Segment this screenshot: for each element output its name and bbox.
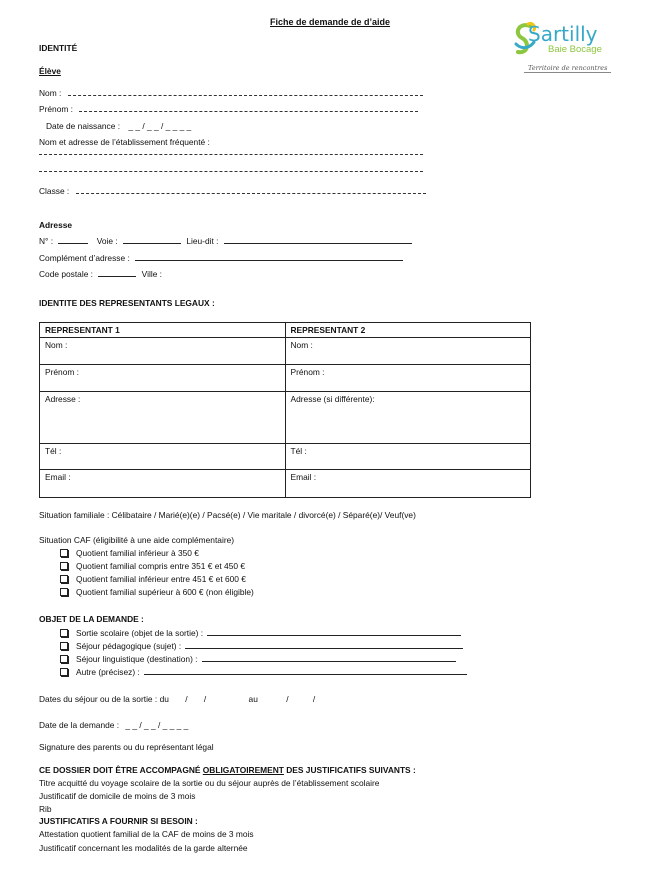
besoin-item: Attestation quotient familial de la CAF de moins de 3 mois bbox=[39, 829, 254, 839]
logo-tagline: Territoire de rencontres bbox=[524, 64, 611, 73]
classe-field[interactable] bbox=[39, 186, 426, 196]
caf-heading: Situation CAF (éligibilité à une aide complémentaire) bbox=[39, 535, 235, 545]
dates-slash: / bbox=[286, 694, 289, 704]
objet-option[interactable] bbox=[60, 628, 461, 638]
prenom-field[interactable] bbox=[39, 104, 418, 114]
objet-option[interactable] bbox=[60, 654, 456, 664]
naissance-mask: _ _ / _ _ / _ _ _ _ bbox=[128, 121, 192, 131]
dates-field[interactable] bbox=[39, 694, 315, 704]
lieudit-input-line[interactable] bbox=[224, 236, 412, 244]
checkbox-icon[interactable] bbox=[60, 575, 68, 583]
dates-label: Dates du séjour ou de la sortie : du bbox=[39, 694, 169, 704]
justificatifs-heading bbox=[39, 765, 416, 775]
justificatifs-heading-part: DES JUSTIFICATIFS SUIVANTS : bbox=[283, 765, 416, 775]
objet-option-label: Sortie scolaire (objet de la sortie) : bbox=[76, 628, 204, 638]
naissance-field[interactable] bbox=[46, 121, 191, 131]
classe-label: Classe : bbox=[39, 186, 70, 196]
justificatifs-heading-emphasis: OBLIGATOIREMENT bbox=[202, 765, 284, 775]
caf-option[interactable] bbox=[60, 561, 245, 571]
objet-option-label: Séjour pédagogique (sujet) : bbox=[76, 641, 182, 651]
complement-input-line[interactable] bbox=[135, 253, 403, 261]
lieudit-label: Lieu-dit : bbox=[186, 236, 219, 246]
numero-input-line[interactable] bbox=[58, 236, 88, 244]
besoin-heading: JUSTIFICATIFS A FOURNIR SI BESOIN : bbox=[39, 816, 198, 826]
nom-label: Nom : bbox=[39, 88, 62, 98]
caf-option-label: Quotient familial inférieur à 350 € bbox=[76, 548, 199, 558]
rep1-tel-cell[interactable]: Tél : bbox=[40, 444, 286, 470]
checkbox-icon[interactable] bbox=[60, 642, 68, 650]
cp-label: Code postale : bbox=[39, 269, 94, 279]
checkbox-icon[interactable] bbox=[60, 655, 68, 663]
caf-option-label: Quotient familial supérieur à 600 € (non éligible) bbox=[76, 587, 254, 597]
checkbox-icon[interactable] bbox=[60, 629, 68, 637]
etablissement-label: Nom et adresse de l’établissement fréquenté : bbox=[39, 137, 210, 147]
representants-heading: IDENTITE DES REPRESENTANTS LEGAUX : bbox=[39, 298, 215, 308]
objet-option[interactable] bbox=[60, 667, 467, 677]
rep2-email-cell[interactable]: Email : bbox=[285, 470, 531, 498]
besoin-item: Justificatif concernant les modalités de la garde alternée bbox=[39, 843, 248, 853]
dates-slash: / bbox=[203, 694, 207, 704]
objet-input-line[interactable] bbox=[144, 667, 467, 675]
rep1-email-cell[interactable]: Email : bbox=[40, 470, 286, 498]
logo-subtitle: Baie Bocage bbox=[548, 44, 602, 55]
date-demande-field[interactable] bbox=[39, 720, 188, 730]
caf-option-label: Quotient familial inférieur entre 451 € et 600 € bbox=[76, 574, 246, 584]
adresse-heading: Adresse bbox=[39, 220, 73, 230]
sartilly-logo bbox=[512, 20, 622, 76]
logo-name: Sartilly bbox=[528, 22, 598, 46]
rep1-header: REPRESENTANT 1 bbox=[40, 323, 286, 338]
complement-label: Complément d’adresse : bbox=[39, 253, 130, 263]
caf-option[interactable] bbox=[60, 548, 199, 558]
justificatif-item: Titre acquitté du voyage scolaire de la sortie ou du séjour auprès de l’établissement scolaire bbox=[39, 778, 380, 788]
cp-input-line[interactable] bbox=[98, 269, 136, 277]
complement-field[interactable] bbox=[39, 253, 403, 263]
date-demande-mask: _ _ / _ _ / _ _ _ _ bbox=[125, 720, 189, 730]
etablissement-line-2[interactable] bbox=[39, 171, 423, 172]
etablissement-line-1[interactable] bbox=[39, 154, 423, 155]
objet-option-label: Séjour linguistique (destination) : bbox=[76, 654, 198, 664]
objet-input-line[interactable] bbox=[202, 654, 456, 662]
checkbox-icon[interactable] bbox=[60, 562, 68, 570]
situation-familiale: Situation familiale : Célibataire / Marié(e)(e) / Pacsé(e) / Vie maritale / divorcé(e) / Séparé(e)/ Veuf(ve) bbox=[39, 510, 416, 520]
objet-option-label: Autre (précisez) : bbox=[76, 667, 140, 677]
objet-heading: OBJET DE LA DEMANDE : bbox=[39, 614, 144, 624]
signature-label: Signature des parents ou du représentant légal bbox=[39, 742, 214, 752]
voie-label: Voie : bbox=[96, 236, 118, 246]
dates-slash: / bbox=[185, 694, 188, 704]
classe-dashes bbox=[76, 187, 426, 194]
rep1-adresse-cell[interactable]: Adresse : bbox=[40, 392, 286, 444]
eleve-heading: Élève bbox=[39, 66, 61, 76]
rep2-tel-cell[interactable]: Tél : bbox=[285, 444, 531, 470]
adresse-line-3[interactable] bbox=[39, 269, 162, 279]
rep2-nom-cell[interactable]: Nom : bbox=[285, 338, 531, 365]
dates-slash: / bbox=[312, 694, 316, 704]
checkbox-icon[interactable] bbox=[60, 549, 68, 557]
adresse-line-1[interactable] bbox=[39, 236, 412, 246]
caf-option-label: Quotient familial compris entre 351 € et 450 € bbox=[76, 561, 245, 571]
checkbox-icon[interactable] bbox=[60, 668, 68, 676]
nom-dashes bbox=[68, 89, 423, 96]
rep1-nom-cell[interactable]: Nom : bbox=[40, 338, 286, 365]
justificatif-item: Justificatif de domicile de moins de 3 mois bbox=[39, 791, 196, 801]
identite-heading: IDENTITÉ bbox=[39, 43, 78, 53]
caf-option[interactable] bbox=[60, 574, 246, 584]
objet-option[interactable] bbox=[60, 641, 463, 651]
rep1-prenom-cell[interactable]: Prénom : bbox=[40, 365, 286, 392]
prenom-dashes bbox=[79, 105, 418, 112]
nom-field[interactable] bbox=[39, 88, 423, 98]
justificatif-item: Rib bbox=[39, 804, 52, 814]
dates-au-label: au bbox=[248, 694, 258, 704]
representants-table bbox=[39, 322, 531, 498]
objet-input-line[interactable] bbox=[207, 628, 461, 636]
caf-option[interactable] bbox=[60, 587, 254, 597]
rep2-prenom-cell[interactable]: Prénom : bbox=[285, 365, 531, 392]
rep2-header: REPRESENTANT 2 bbox=[285, 323, 531, 338]
ville-label: Ville : bbox=[141, 269, 162, 279]
rep2-adresse-cell[interactable]: Adresse (si différente): bbox=[285, 392, 531, 444]
numero-label: N° : bbox=[39, 236, 54, 246]
objet-input-line[interactable] bbox=[185, 641, 463, 649]
checkbox-icon[interactable] bbox=[60, 588, 68, 596]
justificatifs-heading-part: CE DOSSIER DOIT ÊTRE ACCOMPAGNÉ bbox=[39, 765, 203, 775]
prenom-label: Prénom : bbox=[39, 104, 73, 114]
voie-input-line[interactable] bbox=[123, 236, 181, 244]
date-demande-label: Date de la demande : bbox=[39, 720, 120, 730]
naissance-label: Date de naissance : bbox=[46, 121, 121, 131]
document-title: Fiche de demande de d’aide bbox=[270, 17, 391, 27]
